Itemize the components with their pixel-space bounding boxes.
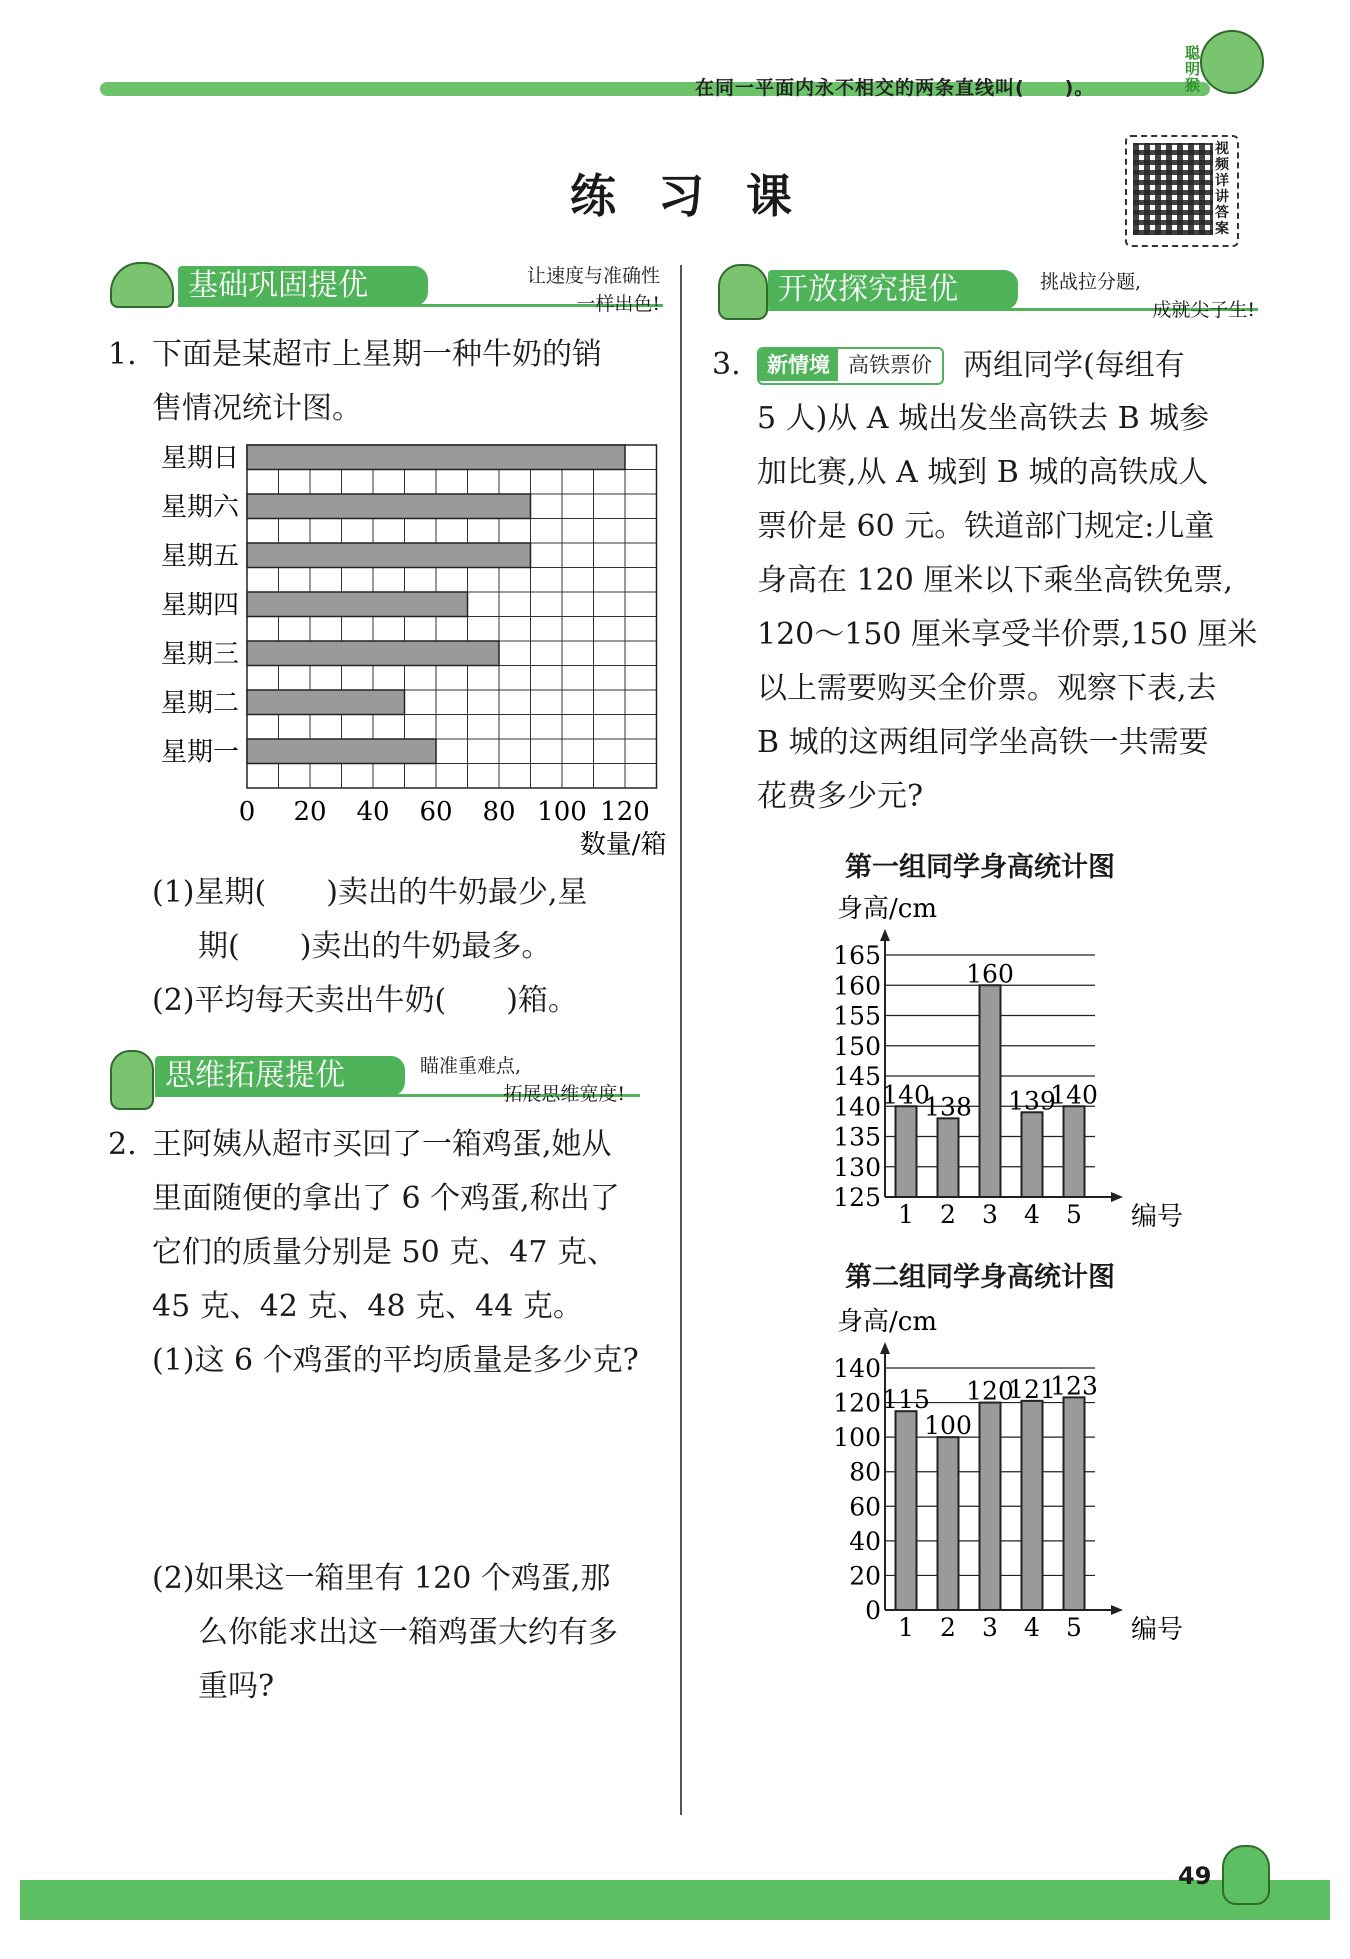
q2-sub-1: (1)这 6 个鸡蛋的平均质量是多少克? [152, 1343, 639, 1378]
section-note-basic-2: 一样出色! [576, 293, 660, 315]
bar [1022, 1112, 1043, 1197]
data-label: 121 [1008, 1374, 1056, 1404]
data-label: 100 [924, 1411, 972, 1441]
chart1-tick-label: 120 [600, 797, 650, 827]
boy-mascot-icon [718, 264, 768, 320]
chart1-category-label: 星期三 [160, 639, 239, 670]
q2-line-2: 里面随便的拿出了 6 个鸡蛋,称出了 [152, 1181, 620, 1216]
y-tick-label: 40 [849, 1526, 881, 1556]
data-label: 139 [1008, 1086, 1056, 1116]
bar [1064, 1106, 1085, 1197]
q3-line-9: 花费多少元? [757, 779, 924, 814]
bar [1064, 1397, 1085, 1610]
chart1-category-label: 星期四 [160, 590, 239, 621]
page-title: 练习课 [570, 169, 834, 223]
section-banner-open: 开放探究提优 [768, 270, 1018, 310]
girl-mascot-icon [110, 1050, 154, 1110]
y-tick-label: 140 [833, 1092, 881, 1122]
x-tick-label: 3 [982, 1613, 998, 1640]
chart3-title: 第二组同学身高统计图 [845, 1262, 1115, 1293]
q3-line-4: 票价是 60 元。铁道部门规定:儿童 [757, 509, 1215, 544]
x-tick-label: 4 [1024, 1200, 1040, 1229]
x-tick-label: 3 [982, 1200, 998, 1229]
y-tick-label: 120 [833, 1388, 881, 1418]
q3-line-3: 加比赛,从 A 城到 B 城的高铁成人 [757, 455, 1209, 490]
chart1-bar [247, 739, 436, 764]
q2-line-4: 45 克、42 克、48 克、44 克。 [152, 1289, 583, 1324]
q1-line-1: 下面是某超市上星期一种牛奶的销 [152, 337, 602, 372]
data-label: 138 [924, 1092, 972, 1122]
group2-height-chart [810, 1300, 1210, 1640]
section-note-open-1: 挑战拉分题, [1040, 271, 1142, 293]
section-banner-basic: 基础巩固提优 [178, 266, 428, 306]
x-tick-label: 1 [898, 1613, 914, 1640]
x-tick-label: 5 [1066, 1200, 1082, 1229]
q1-number: 1. [108, 337, 137, 372]
chart1-tick-label: 40 [356, 797, 390, 827]
data-label: 160 [966, 959, 1014, 989]
q2-sub-2c: 重吗? [198, 1669, 275, 1704]
section-note-thinking-2: 拓展思维宽度! [503, 1083, 625, 1105]
y-tick-label: 160 [833, 971, 881, 1001]
q2-sub-2a: (2)如果这一箱里有 120 个鸡蛋,那 [152, 1561, 611, 1596]
data-label: 140 [882, 1080, 930, 1110]
y-tick-label: 140 [833, 1354, 881, 1383]
chart1-category-label: 星期日 [160, 443, 239, 474]
column-divider [680, 265, 682, 1815]
y-tick-label: 0 [865, 1596, 881, 1625]
q3-line-8: B 城的这两组同学坐高铁一共需要 [757, 725, 1209, 760]
x-axis-arrow [1111, 1192, 1123, 1202]
section-note-basic-1: 让速度与准确性 [526, 265, 660, 287]
qr-label: 视频详讲答案 [1215, 141, 1229, 237]
q3-number: 3. [712, 347, 741, 382]
chart1-tick-label: 80 [482, 797, 516, 827]
y-axis-label: 身高/cm [837, 894, 937, 924]
new-context-tag [757, 347, 944, 385]
kid-mascot-icon [110, 262, 174, 308]
y-axis-arrow [880, 1342, 890, 1354]
chart1-category-label: 星期一 [160, 737, 239, 768]
x-axis-label: 编号 [1131, 1202, 1184, 1232]
bottom-band [20, 1880, 1330, 1920]
q3-line-1: 两组同学(每组有 [963, 347, 1185, 383]
x-tick-label: 5 [1066, 1613, 1082, 1640]
y-tick-label: 20 [849, 1561, 881, 1591]
y-axis-label: 身高/cm [837, 1307, 937, 1337]
q3-line-2: 5 人)从 A 城出发坐高铁去 B 城参 [757, 401, 1210, 436]
data-label: 120 [966, 1376, 1014, 1406]
q1-sub-1a: (1)星期( )卖出的牛奶最少,星 [152, 875, 588, 910]
q3-line-6: 120～150 厘米享受半价票,150 厘米 [757, 617, 1258, 652]
q1-line-2: 售情况统计图。 [152, 391, 362, 426]
x-tick-label: 2 [940, 1200, 956, 1229]
chart1-tick-label: 100 [537, 797, 587, 827]
y-tick-label: 80 [849, 1457, 881, 1487]
y-tick-label: 125 [833, 1183, 881, 1212]
y-tick-label: 150 [833, 1031, 881, 1061]
section-banner-thinking: 思维拓展提优 [155, 1056, 405, 1096]
q3-first-line [757, 338, 1185, 392]
y-tick-label: 135 [833, 1122, 881, 1152]
chart1-category-label: 星期二 [160, 688, 239, 719]
mascot-label: 聪明猴 [1185, 44, 1201, 94]
x-axis-label: 编号 [1131, 1615, 1184, 1640]
y-tick-label: 60 [849, 1492, 881, 1522]
chart1-tick-label: 20 [293, 797, 327, 827]
y-tick-label: 155 [833, 1001, 881, 1031]
page-number: 49 [1178, 1862, 1212, 1890]
group1-height-chart [810, 890, 1210, 1240]
q3-line-5: 身高在 120 厘米以下乘坐高铁免票, [757, 563, 1233, 598]
y-axis-arrow [880, 929, 890, 941]
chart1-bar [247, 494, 531, 519]
q2-number: 2. [108, 1127, 137, 1162]
chart1-bar [247, 543, 531, 568]
data-label: 115 [882, 1385, 930, 1415]
q1-sub-1b: 期( )卖出的牛奶最多。 [198, 929, 552, 964]
x-axis-arrow [1111, 1605, 1123, 1615]
chart1-tick-label: 0 [238, 797, 256, 827]
x-tick-label: 1 [898, 1200, 914, 1229]
bar [980, 1403, 1001, 1610]
chart1-tick-label: 60 [419, 797, 453, 827]
section-note-open-2: 成就尖子生! [1152, 299, 1255, 321]
milk-sales-chart [140, 440, 670, 860]
q1-sub-2: (2)平均每天卖出牛奶( )箱。 [152, 983, 578, 1018]
section-note-thinking-1: 瞄准重难点, [420, 1055, 522, 1077]
q3-line-7: 以上需要购买全价票。观察下表,去 [757, 671, 1217, 706]
chart1-bar [247, 592, 468, 617]
bar [1022, 1401, 1043, 1610]
chart1-category-label: 星期五 [160, 541, 239, 572]
tag-new-context: 新情境 [759, 349, 838, 381]
chart1-bar [247, 641, 499, 666]
bar [896, 1411, 917, 1610]
qr-code[interactable] [1125, 135, 1239, 247]
q2-sub-2b: 么你能求出这一箱鸡蛋大约有多 [198, 1615, 618, 1650]
chart1-category-label: 星期六 [160, 492, 239, 523]
chart1-bar [247, 445, 625, 470]
tag-topic: 高铁票价 [848, 352, 932, 377]
chart1-x-axis-label: 数量/箱 [579, 830, 667, 860]
data-label: 140 [1050, 1080, 1098, 1110]
bar [896, 1106, 917, 1197]
y-tick-label: 145 [833, 1062, 881, 1091]
x-tick-label: 2 [940, 1613, 956, 1640]
y-tick-label: 165 [833, 941, 881, 970]
header-question: 在同一平面内永不相交的两条直线叫( )。 [695, 77, 1095, 99]
dolphin-mascot-icon [1222, 1845, 1270, 1905]
q2-line-1: 王阿姨从超市买回了一箱鸡蛋,她从 [152, 1127, 612, 1162]
q2-line-3: 它们的质量分别是 50 克、47 克、 [152, 1235, 617, 1270]
y-tick-label: 130 [833, 1152, 881, 1182]
chart1-bar [247, 690, 405, 715]
y-tick-label: 100 [833, 1423, 881, 1453]
bar [980, 985, 1001, 1197]
bar [938, 1118, 959, 1197]
monkey-mascot-icon [1200, 30, 1264, 94]
chart2-title: 第一组同学身高统计图 [845, 852, 1115, 883]
x-tick-label: 4 [1024, 1613, 1040, 1640]
qr-code-icon [1133, 143, 1213, 235]
bar [938, 1437, 959, 1610]
data-label: 123 [1050, 1371, 1098, 1401]
